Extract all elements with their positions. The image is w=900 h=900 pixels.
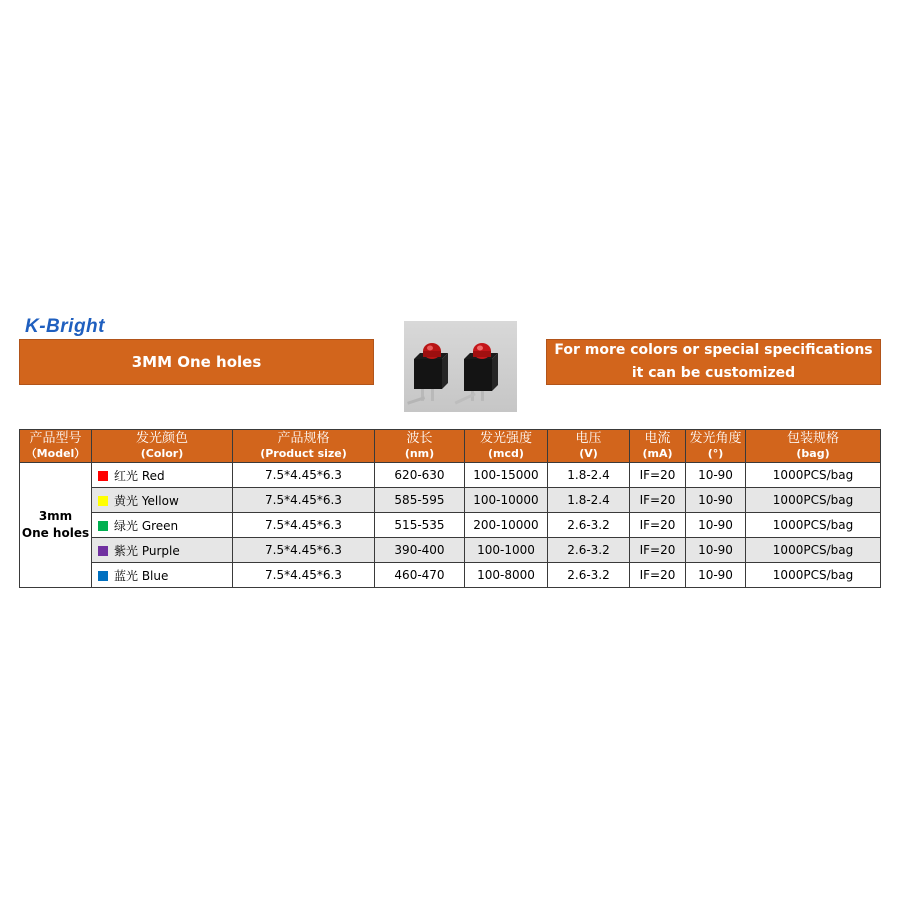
voltage-cell: 2.6-3.2 xyxy=(548,563,630,588)
header-current: 电流 (mA) xyxy=(630,430,686,463)
table-row xyxy=(20,538,881,563)
table-row xyxy=(20,563,881,588)
header-model: 产品型号 （Model） xyxy=(20,430,92,463)
wavelength-cell: 620-630 xyxy=(375,463,465,488)
intensity-cell: 100-15000 xyxy=(465,463,548,488)
angle-cell: 10-90 xyxy=(686,463,746,488)
header-packaging: 包装规格 (bag) xyxy=(746,430,881,463)
table-row xyxy=(20,463,881,488)
product-title: 3MM One holes xyxy=(131,353,262,371)
table-row xyxy=(20,488,881,513)
packaging-cell: 1000PCS/bag xyxy=(746,463,881,488)
product-photo xyxy=(404,321,517,412)
header-size: 产品规格 (Product size) xyxy=(233,430,375,463)
customization-line-2: it can be customized xyxy=(631,365,796,381)
red-swatch-icon xyxy=(98,471,108,481)
brand-logo: K-Bright xyxy=(25,316,105,337)
size-cell: 7.5*4.45*6.3 xyxy=(233,538,375,563)
product-title-banner xyxy=(19,339,374,385)
current-cell: IF=20 xyxy=(630,538,686,563)
header-angle: 发光角度 (°) xyxy=(686,430,746,463)
customization-banner xyxy=(546,339,881,385)
blue-swatch-icon xyxy=(98,571,108,581)
size-cell: 7.5*4.45*6.3 xyxy=(233,463,375,488)
header-wavelength: 波长 (nm) xyxy=(375,430,465,463)
angle-cell: 10-90 xyxy=(686,563,746,588)
color-cell: 蓝光 Blue xyxy=(92,563,233,588)
voltage-cell: 1.8-2.4 xyxy=(548,463,630,488)
packaging-cell: 1000PCS/bag xyxy=(746,488,881,513)
model-cell: 3mm One holes xyxy=(20,463,92,588)
green-swatch-icon xyxy=(98,521,108,531)
intensity-cell: 100-1000 xyxy=(465,538,548,563)
wavelength-cell: 460-470 xyxy=(375,563,465,588)
table-header-row xyxy=(20,430,881,463)
packaging-cell: 1000PCS/bag xyxy=(746,563,881,588)
current-cell: IF=20 xyxy=(630,513,686,538)
color-cell: 黄光 Yellow xyxy=(92,488,233,513)
color-cell: 紫光 Purple xyxy=(92,538,233,563)
current-cell: IF=20 xyxy=(630,463,686,488)
color-cell: 绿光 Green xyxy=(92,513,233,538)
purple-swatch-icon xyxy=(98,546,108,556)
intensity-cell: 100-10000 xyxy=(465,488,548,513)
spec-table xyxy=(19,429,881,588)
voltage-cell: 2.6-3.2 xyxy=(548,538,630,563)
color-cell: 红光 Red xyxy=(92,463,233,488)
header-intensity: 发光强度 (mcd) xyxy=(465,430,548,463)
wavelength-cell: 390-400 xyxy=(375,538,465,563)
angle-cell: 10-90 xyxy=(686,488,746,513)
current-cell: IF=20 xyxy=(630,488,686,513)
size-cell: 7.5*4.45*6.3 xyxy=(233,563,375,588)
size-cell: 7.5*4.45*6.3 xyxy=(233,513,375,538)
customization-line-1: For more colors or special specifications xyxy=(554,342,873,358)
voltage-cell: 2.6-3.2 xyxy=(548,513,630,538)
led-holder-photo-icon xyxy=(404,321,517,412)
voltage-cell: 1.8-2.4 xyxy=(548,488,630,513)
packaging-cell: 1000PCS/bag xyxy=(746,538,881,563)
size-cell: 7.5*4.45*6.3 xyxy=(233,488,375,513)
intensity-cell: 100-8000 xyxy=(465,563,548,588)
angle-cell: 10-90 xyxy=(686,513,746,538)
wavelength-cell: 515-535 xyxy=(375,513,465,538)
header-color: 发光颜色 (Color) xyxy=(92,430,233,463)
table-row xyxy=(20,513,881,538)
intensity-cell: 200-10000 xyxy=(465,513,548,538)
wavelength-cell: 585-595 xyxy=(375,488,465,513)
packaging-cell: 1000PCS/bag xyxy=(746,513,881,538)
angle-cell: 10-90 xyxy=(686,538,746,563)
yellow-swatch-icon xyxy=(98,496,108,506)
current-cell: IF=20 xyxy=(630,563,686,588)
header-voltage: 电压 (V) xyxy=(548,430,630,463)
